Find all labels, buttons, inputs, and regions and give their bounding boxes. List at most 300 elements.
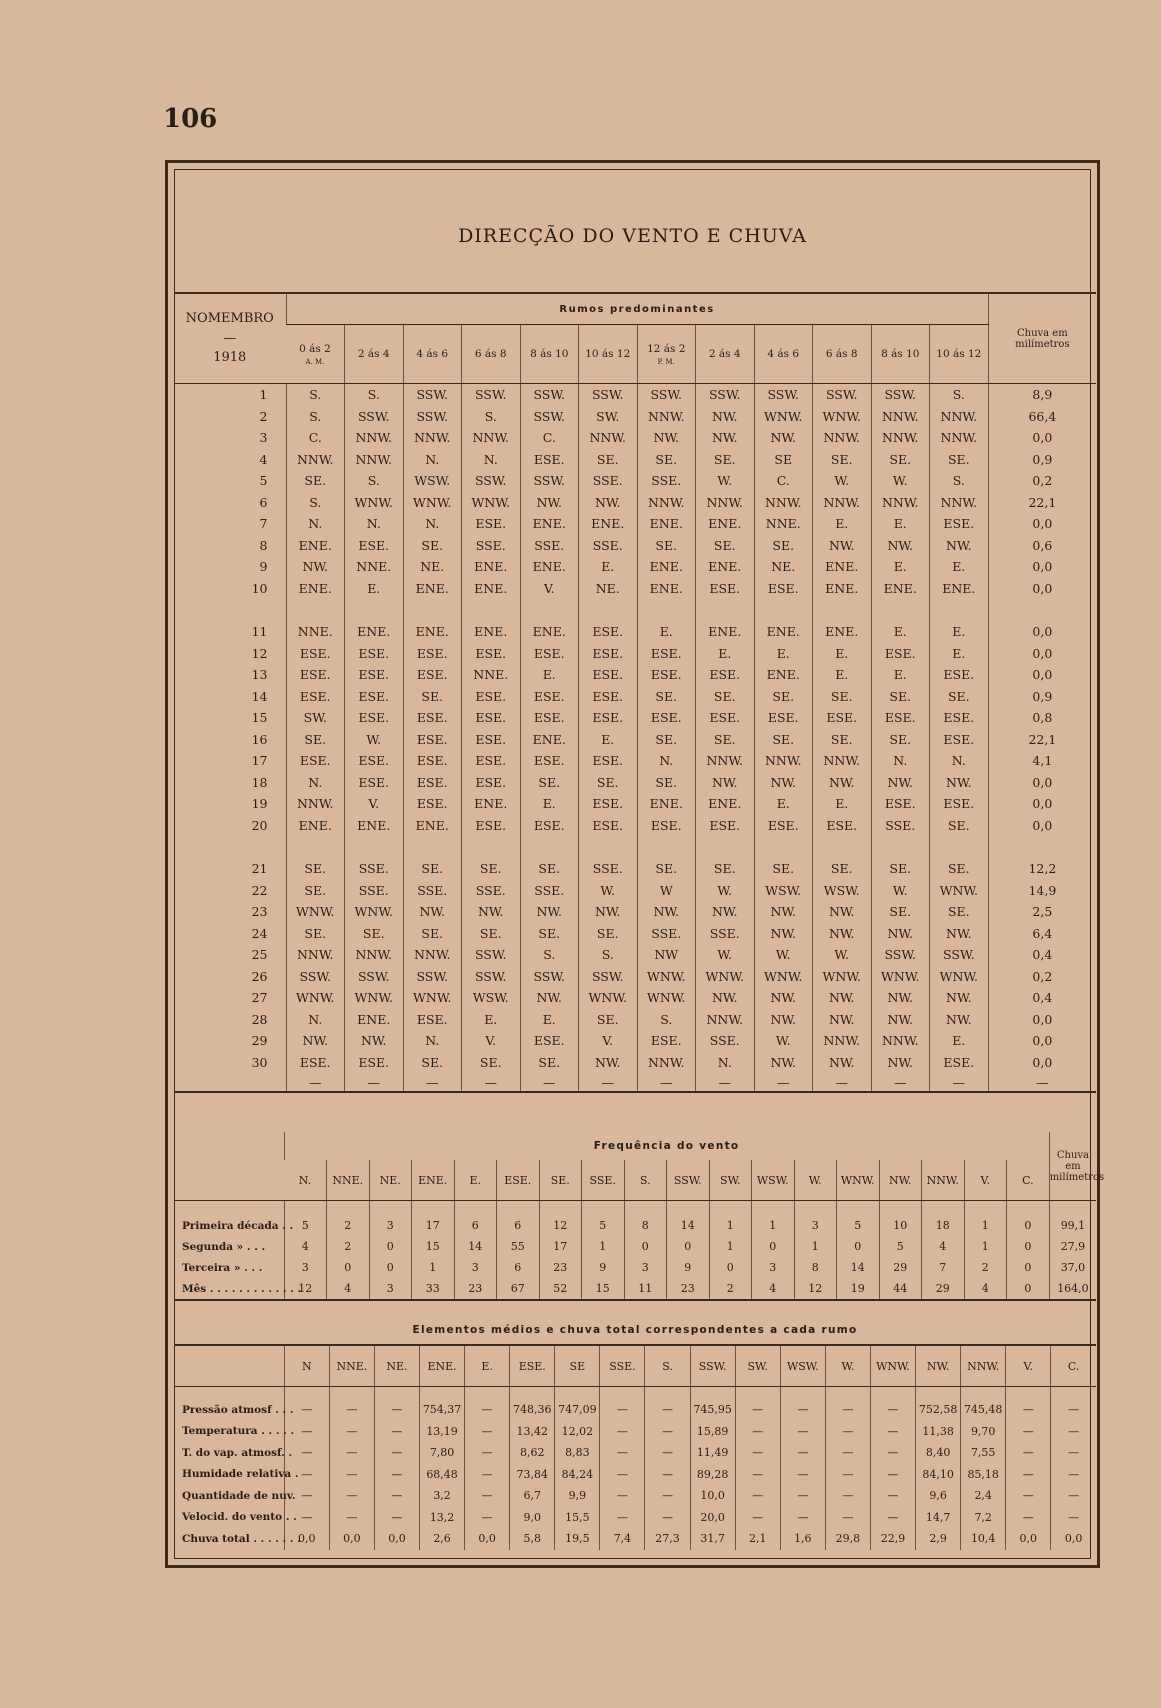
wind-cell: N. <box>871 750 930 772</box>
wind-cell: ESE. <box>579 643 638 665</box>
row-label: Humidade relativa . <box>182 1468 299 1481</box>
element-cell: — <box>735 1387 780 1421</box>
wind-cell: SE. <box>754 858 813 880</box>
element-cell: — <box>825 1442 870 1464</box>
table-row <box>174 944 1096 966</box>
rumo-column-header: SSE. <box>600 1345 645 1387</box>
element-cell: — <box>1006 1485 1051 1507</box>
wind-cell: NW. <box>579 492 638 514</box>
decade-gap <box>174 599 1096 621</box>
wind-cell: SE. <box>403 858 462 880</box>
wind-cell: E. <box>871 664 930 686</box>
wind-cell: SSW. <box>871 944 930 966</box>
wind-cell: SE. <box>286 880 345 902</box>
rain-cell: 0,9 <box>988 686 1096 708</box>
day-cell: 26 <box>251 968 268 984</box>
gap-cell <box>345 599 404 621</box>
wind-cell: ESE. <box>579 707 638 729</box>
element-cell: 14,7 <box>916 1507 961 1529</box>
rumo-column-header: SW. <box>735 1345 780 1387</box>
frequency-cell: 23 <box>539 1257 582 1278</box>
day-cell: 15 <box>251 710 268 726</box>
element-cell: — <box>870 1507 915 1529</box>
wind-cell: SE <box>754 449 813 471</box>
element-cell: — <box>825 1485 870 1507</box>
element-cell: — <box>600 1485 645 1507</box>
wind-cell: SE. <box>871 729 930 751</box>
rumo-column-header: ENE. <box>420 1345 465 1387</box>
wind-cell: NNW. <box>930 406 989 428</box>
wind-cell: ESE. <box>403 750 462 772</box>
wind-cell: SSE. <box>520 880 579 902</box>
wind-cell: NNW. <box>696 1009 755 1031</box>
frequency-cell: 12 <box>284 1278 327 1300</box>
table-row <box>174 513 1096 535</box>
element-cell: — <box>374 1442 419 1464</box>
wind-cell: E. <box>813 643 872 665</box>
wind-cell: WNW. <box>579 987 638 1009</box>
wind-cell: SE. <box>462 1052 521 1074</box>
wind-cell: SE. <box>754 729 813 751</box>
rumo-column-header: WNW. <box>870 1345 915 1387</box>
day-cell: 28 <box>251 1011 268 1027</box>
frequency-cell: 33 <box>412 1278 455 1300</box>
wind-cell: SSW. <box>462 384 521 406</box>
wind-cell: ENE. <box>637 556 696 578</box>
frequency-cell: 2 <box>709 1278 752 1300</box>
frequency-cell: 14 <box>454 1236 497 1257</box>
element-cell: 11,38 <box>916 1421 961 1443</box>
rain-cell: 0,0 <box>988 556 1096 578</box>
wind-cell: SSW. <box>462 966 521 988</box>
wind-cell: SE. <box>813 449 872 471</box>
wind-cell: ESE. <box>813 815 872 837</box>
wind-cell: NW <box>637 944 696 966</box>
element-cell: — <box>374 1507 419 1529</box>
rain-cell: 0,6 <box>988 535 1096 557</box>
wind-cell: SE. <box>520 858 579 880</box>
rain-cell: 0,2 <box>988 966 1096 988</box>
element-cell: 7,55 <box>961 1442 1006 1464</box>
frequency-cell: 0 <box>1007 1201 1050 1237</box>
frequency-cell: 0 <box>1007 1236 1050 1257</box>
interval-header <box>754 325 813 384</box>
day-cell: 8 <box>259 537 268 553</box>
table-row <box>174 1278 1096 1300</box>
wind-cell: W. <box>813 470 872 492</box>
element-cell: 0,0 <box>465 1528 510 1550</box>
interval-header <box>462 325 521 384</box>
day-cell: 22 <box>251 882 268 898</box>
wind-cell: SSE. <box>345 858 404 880</box>
wind-cell: N. <box>403 1030 462 1052</box>
wind-cell: ESE. <box>286 1052 345 1074</box>
element-cell: 2,6 <box>420 1528 465 1550</box>
wind-cell: ENE. <box>520 729 579 751</box>
wind-cell: ESE. <box>403 707 462 729</box>
rain-cell: 8,9 <box>988 384 1096 406</box>
wind-cell: ENE. <box>462 793 521 815</box>
frequency-cell: 4 <box>284 1236 327 1257</box>
element-cell: — <box>780 1464 825 1486</box>
interval-header <box>637 325 696 384</box>
element-cell: 10,0 <box>690 1485 735 1507</box>
gap-cell <box>174 836 286 858</box>
wind-cell: SSW. <box>520 384 579 406</box>
day-cell: 12 <box>251 645 268 661</box>
frequency-cell: 18 <box>922 1201 965 1237</box>
element-cell: — <box>284 1387 329 1421</box>
rain-cell: 0,8 <box>988 707 1096 729</box>
wind-cell: SSW. <box>813 384 872 406</box>
wind-cell: V. <box>345 793 404 815</box>
wind-cell: NNW. <box>637 1052 696 1074</box>
element-cell: — <box>780 1421 825 1443</box>
wind-cell: SSW. <box>520 470 579 492</box>
wind-cell: SE. <box>930 449 989 471</box>
table-row <box>174 1421 1096 1443</box>
frequency-cell: 17 <box>412 1201 455 1237</box>
element-cell: — <box>1051 1387 1096 1421</box>
frequency-cell: 1 <box>582 1236 625 1257</box>
wind-cell: S. <box>286 406 345 428</box>
wind-cell: ESE. <box>403 729 462 751</box>
frequency-cell: 4 <box>752 1278 795 1300</box>
wind-cell: SE. <box>520 772 579 794</box>
wind-cell: NW. <box>696 406 755 428</box>
table-row <box>174 793 1096 815</box>
wind-cell: SSW. <box>462 944 521 966</box>
element-cell: — <box>329 1485 374 1507</box>
wind-cell: ESE. <box>345 1052 404 1074</box>
wind-cell: NW. <box>403 901 462 923</box>
element-cell: — <box>329 1442 374 1464</box>
wind-cell: ENE. <box>696 513 755 535</box>
wind-cell: ENE. <box>696 793 755 815</box>
wind-cell: ENE. <box>462 621 521 643</box>
wind-cell: ENE. <box>403 815 462 837</box>
wind-cell: ESE. <box>462 643 521 665</box>
frequency-cell: 4 <box>922 1236 965 1257</box>
element-cell: — <box>1006 1421 1051 1443</box>
wind-cell: SE. <box>930 901 989 923</box>
day-cell: 19 <box>251 796 268 812</box>
wind-cell: NNW. <box>637 406 696 428</box>
gap-cell <box>579 599 638 621</box>
wind-cell: SSW. <box>403 966 462 988</box>
rain-cell: 0,0 <box>988 513 1096 535</box>
wind-cell: ESE. <box>754 578 813 600</box>
table-row <box>174 1442 1096 1464</box>
rumo-column-header: ENE. <box>412 1160 455 1201</box>
element-cell: — <box>645 1387 690 1421</box>
wind-cell: NW. <box>754 427 813 449</box>
gap-cell <box>520 599 579 621</box>
element-cell: 8,40 <box>916 1442 961 1464</box>
wind-cell: E. <box>696 643 755 665</box>
frequency-cell: 23 <box>454 1278 497 1300</box>
wind-cell: ESE. <box>579 750 638 772</box>
wind-cell: SSE. <box>696 923 755 945</box>
element-cell: 7,80 <box>420 1442 465 1464</box>
wind-cell: NNW. <box>871 406 930 428</box>
rain-cell: 0,0 <box>988 643 1096 665</box>
wind-cell: NW. <box>286 1030 345 1052</box>
wind-cell: SSW. <box>637 384 696 406</box>
wind-cell: NW. <box>754 772 813 794</box>
rain-cell: 0,0 <box>988 664 1096 686</box>
element-cell: 10,4 <box>961 1528 1006 1550</box>
wind-cell: NW. <box>871 772 930 794</box>
wind-cell: W <box>637 880 696 902</box>
frequency-cell: 3 <box>752 1257 795 1278</box>
rumo-column-header: WSW. <box>780 1345 825 1387</box>
wind-cell: SE. <box>579 772 638 794</box>
wind-cell: ESE. <box>403 664 462 686</box>
wind-cell: ENE. <box>871 578 930 600</box>
frequency-cell: 0 <box>369 1236 412 1257</box>
wind-cell: S. <box>462 406 521 428</box>
wind-cell: NNW. <box>754 750 813 772</box>
wind-cell: E. <box>871 513 930 535</box>
rumo-column-header: SE <box>555 1345 600 1387</box>
wind-cell: W. <box>579 880 638 902</box>
day-cell: 18 <box>251 774 268 790</box>
wind-cell: S. <box>579 944 638 966</box>
wind-cell: SSW. <box>520 966 579 988</box>
elements-header: Elementos médios e chuva total correspondentes a cada rumo <box>174 1316 1096 1345</box>
dash-cell: — <box>813 1073 872 1092</box>
wind-cell: ENE. <box>637 513 696 535</box>
gap-cell <box>403 836 462 858</box>
month-label: NOMEMBRO <box>185 311 274 327</box>
frequency-cell: 3 <box>369 1278 412 1300</box>
wind-cell: ESE. <box>286 686 345 708</box>
gap-cell <box>579 836 638 858</box>
day-cell: 9 <box>259 559 268 575</box>
wind-cell: SE. <box>871 449 930 471</box>
element-cell: — <box>825 1387 870 1421</box>
wind-cell: E. <box>930 643 989 665</box>
wind-cell: N. <box>930 750 989 772</box>
interval-label: 4 ás 6 <box>767 348 800 360</box>
wind-cell: SSW. <box>286 966 345 988</box>
element-cell: 1,6 <box>780 1528 825 1550</box>
wind-cell: NNW. <box>345 427 404 449</box>
frequency-cell: 9 <box>667 1257 710 1278</box>
wind-cell: E. <box>930 1030 989 1052</box>
wind-cell: ENE. <box>520 513 579 535</box>
wind-cell: E. <box>930 556 989 578</box>
wind-cell: ENE. <box>520 556 579 578</box>
element-cell: 5,8 <box>510 1528 555 1550</box>
rumo-column-header: NE. <box>374 1345 419 1387</box>
table-row <box>174 449 1096 471</box>
element-cell: — <box>780 1442 825 1464</box>
wind-cell: NNW. <box>696 492 755 514</box>
wind-cell: ESE. <box>462 750 521 772</box>
wind-cell: NW. <box>637 427 696 449</box>
rumo-column-header: V. <box>964 1160 1007 1201</box>
wind-cell: SSE. <box>403 880 462 902</box>
wind-cell: ESE. <box>286 643 345 665</box>
wind-cell: W. <box>754 944 813 966</box>
wind-cell: ESE. <box>930 729 989 751</box>
wind-cell: NW. <box>754 987 813 1009</box>
month-dash: — <box>223 330 237 346</box>
frequency-cell: 15 <box>412 1236 455 1257</box>
wind-cell: NNW. <box>345 944 404 966</box>
element-cell: 89,28 <box>690 1464 735 1486</box>
wind-cell: ESE. <box>637 707 696 729</box>
wind-cell: ESE. <box>403 643 462 665</box>
wind-cell: SE. <box>286 858 345 880</box>
element-cell: 2,4 <box>961 1485 1006 1507</box>
wind-cell: ESE. <box>403 772 462 794</box>
gap-cell <box>637 599 696 621</box>
gap-cell <box>813 836 872 858</box>
wind-cell: SE. <box>930 686 989 708</box>
row-label: Pressão atmosf . . . <box>182 1403 294 1416</box>
wind-cell: SSE. <box>462 535 521 557</box>
wind-cell: NNW. <box>462 427 521 449</box>
wind-cell: NE. <box>754 556 813 578</box>
wind-cell: SSW. <box>696 384 755 406</box>
wind-cell: ENE. <box>345 815 404 837</box>
table-row <box>174 750 1096 772</box>
frequency-cell: 14 <box>837 1257 880 1278</box>
day-cell: 1 <box>259 387 268 403</box>
wind-cell: NNW. <box>403 427 462 449</box>
rumo-column-header: NW. <box>879 1160 922 1201</box>
element-cell: 7,4 <box>600 1528 645 1550</box>
wind-cell: ESE. <box>637 664 696 686</box>
row-label: Temperatura . . . . . <box>182 1425 295 1438</box>
gap-cell <box>174 599 286 621</box>
element-cell: — <box>645 1421 690 1443</box>
wind-cell: SE. <box>696 858 755 880</box>
wind-cell: ENE. <box>403 621 462 643</box>
wind-cell: W. <box>696 470 755 492</box>
table-row <box>174 1507 1096 1529</box>
wind-cell: SE. <box>696 449 755 471</box>
table-row <box>174 578 1096 600</box>
rumo-column-header: SW. <box>709 1160 752 1201</box>
frequency-cell: 0 <box>709 1257 752 1278</box>
wind-cell: E. <box>754 643 813 665</box>
wind-cell: SW. <box>579 406 638 428</box>
day-cell: 3 <box>259 430 268 446</box>
rumo-column-header: NNW. <box>961 1345 1006 1387</box>
table-row <box>174 621 1096 643</box>
rumo-column-header: S. <box>645 1345 690 1387</box>
rumo-column-header: NNE. <box>329 1345 374 1387</box>
element-cell: — <box>1051 1507 1096 1529</box>
wind-cell: NNW. <box>579 427 638 449</box>
element-cell: 84,10 <box>916 1464 961 1486</box>
wind-cell: WNW. <box>345 492 404 514</box>
wind-cell: W. <box>696 944 755 966</box>
element-cell: — <box>735 1507 780 1529</box>
wind-cell: SE. <box>462 923 521 945</box>
wind-cell: SE. <box>871 901 930 923</box>
wind-cell: SE. <box>579 923 638 945</box>
frequency-cell: 10 <box>879 1201 922 1237</box>
table-row <box>174 1464 1096 1486</box>
interval-header <box>871 325 930 384</box>
element-cell: — <box>1006 1387 1051 1421</box>
wind-cell: ESE. <box>579 815 638 837</box>
interval-period: A. M. <box>305 357 325 366</box>
element-cell: — <box>735 1421 780 1443</box>
frequency-cell: 23 <box>667 1278 710 1300</box>
day-cell: 23 <box>251 904 268 920</box>
dash-row <box>174 1073 1096 1092</box>
wind-cell: NW. <box>696 772 755 794</box>
dash-cell: — <box>579 1073 638 1092</box>
rain-cell: 0,4 <box>988 987 1096 1009</box>
wind-cell: NW. <box>286 556 345 578</box>
interval-label: 6 ás 8 <box>825 348 858 360</box>
wind-cell: S. <box>637 1009 696 1031</box>
chuva-header: Chuva em milímetros <box>988 293 1096 384</box>
wind-cell: ENE. <box>286 578 345 600</box>
rain-cell: 22,1 <box>988 729 1096 751</box>
element-cell: 22,9 <box>870 1528 915 1550</box>
table-row <box>174 384 1096 406</box>
wind-cell: N. <box>403 449 462 471</box>
dash-cell: — <box>871 1073 930 1092</box>
interval-header <box>696 325 755 384</box>
table-row <box>174 987 1096 1009</box>
frequency-cell: 17 <box>539 1236 582 1257</box>
wind-cell: N. <box>345 513 404 535</box>
table-row <box>174 1528 1096 1550</box>
wind-cell: NW. <box>754 901 813 923</box>
wind-cell: ESE. <box>579 664 638 686</box>
wind-cell: WNW. <box>345 901 404 923</box>
element-cell: — <box>1006 1507 1051 1529</box>
wind-cell: ENE. <box>579 513 638 535</box>
wind-cell: S. <box>520 944 579 966</box>
frequency-cell: 7 <box>922 1257 965 1278</box>
rumo-column-header: ESE. <box>510 1345 555 1387</box>
element-cell: 748,36 <box>510 1387 555 1421</box>
wind-cell: ENE. <box>462 578 521 600</box>
element-cell: 73,84 <box>510 1464 555 1486</box>
gap-cell <box>813 599 872 621</box>
interval-label: 12 ás 2 <box>647 342 686 355</box>
wind-cell: ESE. <box>930 707 989 729</box>
gap-cell <box>988 836 1096 858</box>
frequency-cell: 1 <box>709 1201 752 1237</box>
interval-header <box>579 325 638 384</box>
wind-cell: NNW. <box>696 750 755 772</box>
gap-cell <box>286 836 345 858</box>
rumo-column-header: SSW. <box>690 1345 735 1387</box>
element-cell: 11,49 <box>690 1442 735 1464</box>
wind-cell: SSW. <box>345 406 404 428</box>
rumo-column-header: N. <box>284 1160 327 1201</box>
wind-cell: ENE. <box>754 664 813 686</box>
wind-cell: NW. <box>871 1009 930 1031</box>
table-row <box>174 643 1096 665</box>
wind-cell: SE. <box>520 1052 579 1074</box>
gap-cell <box>696 836 755 858</box>
wind-cell: NW. <box>462 901 521 923</box>
wind-cell: NW. <box>520 492 579 514</box>
rain-cell: 0,9 <box>988 449 1096 471</box>
